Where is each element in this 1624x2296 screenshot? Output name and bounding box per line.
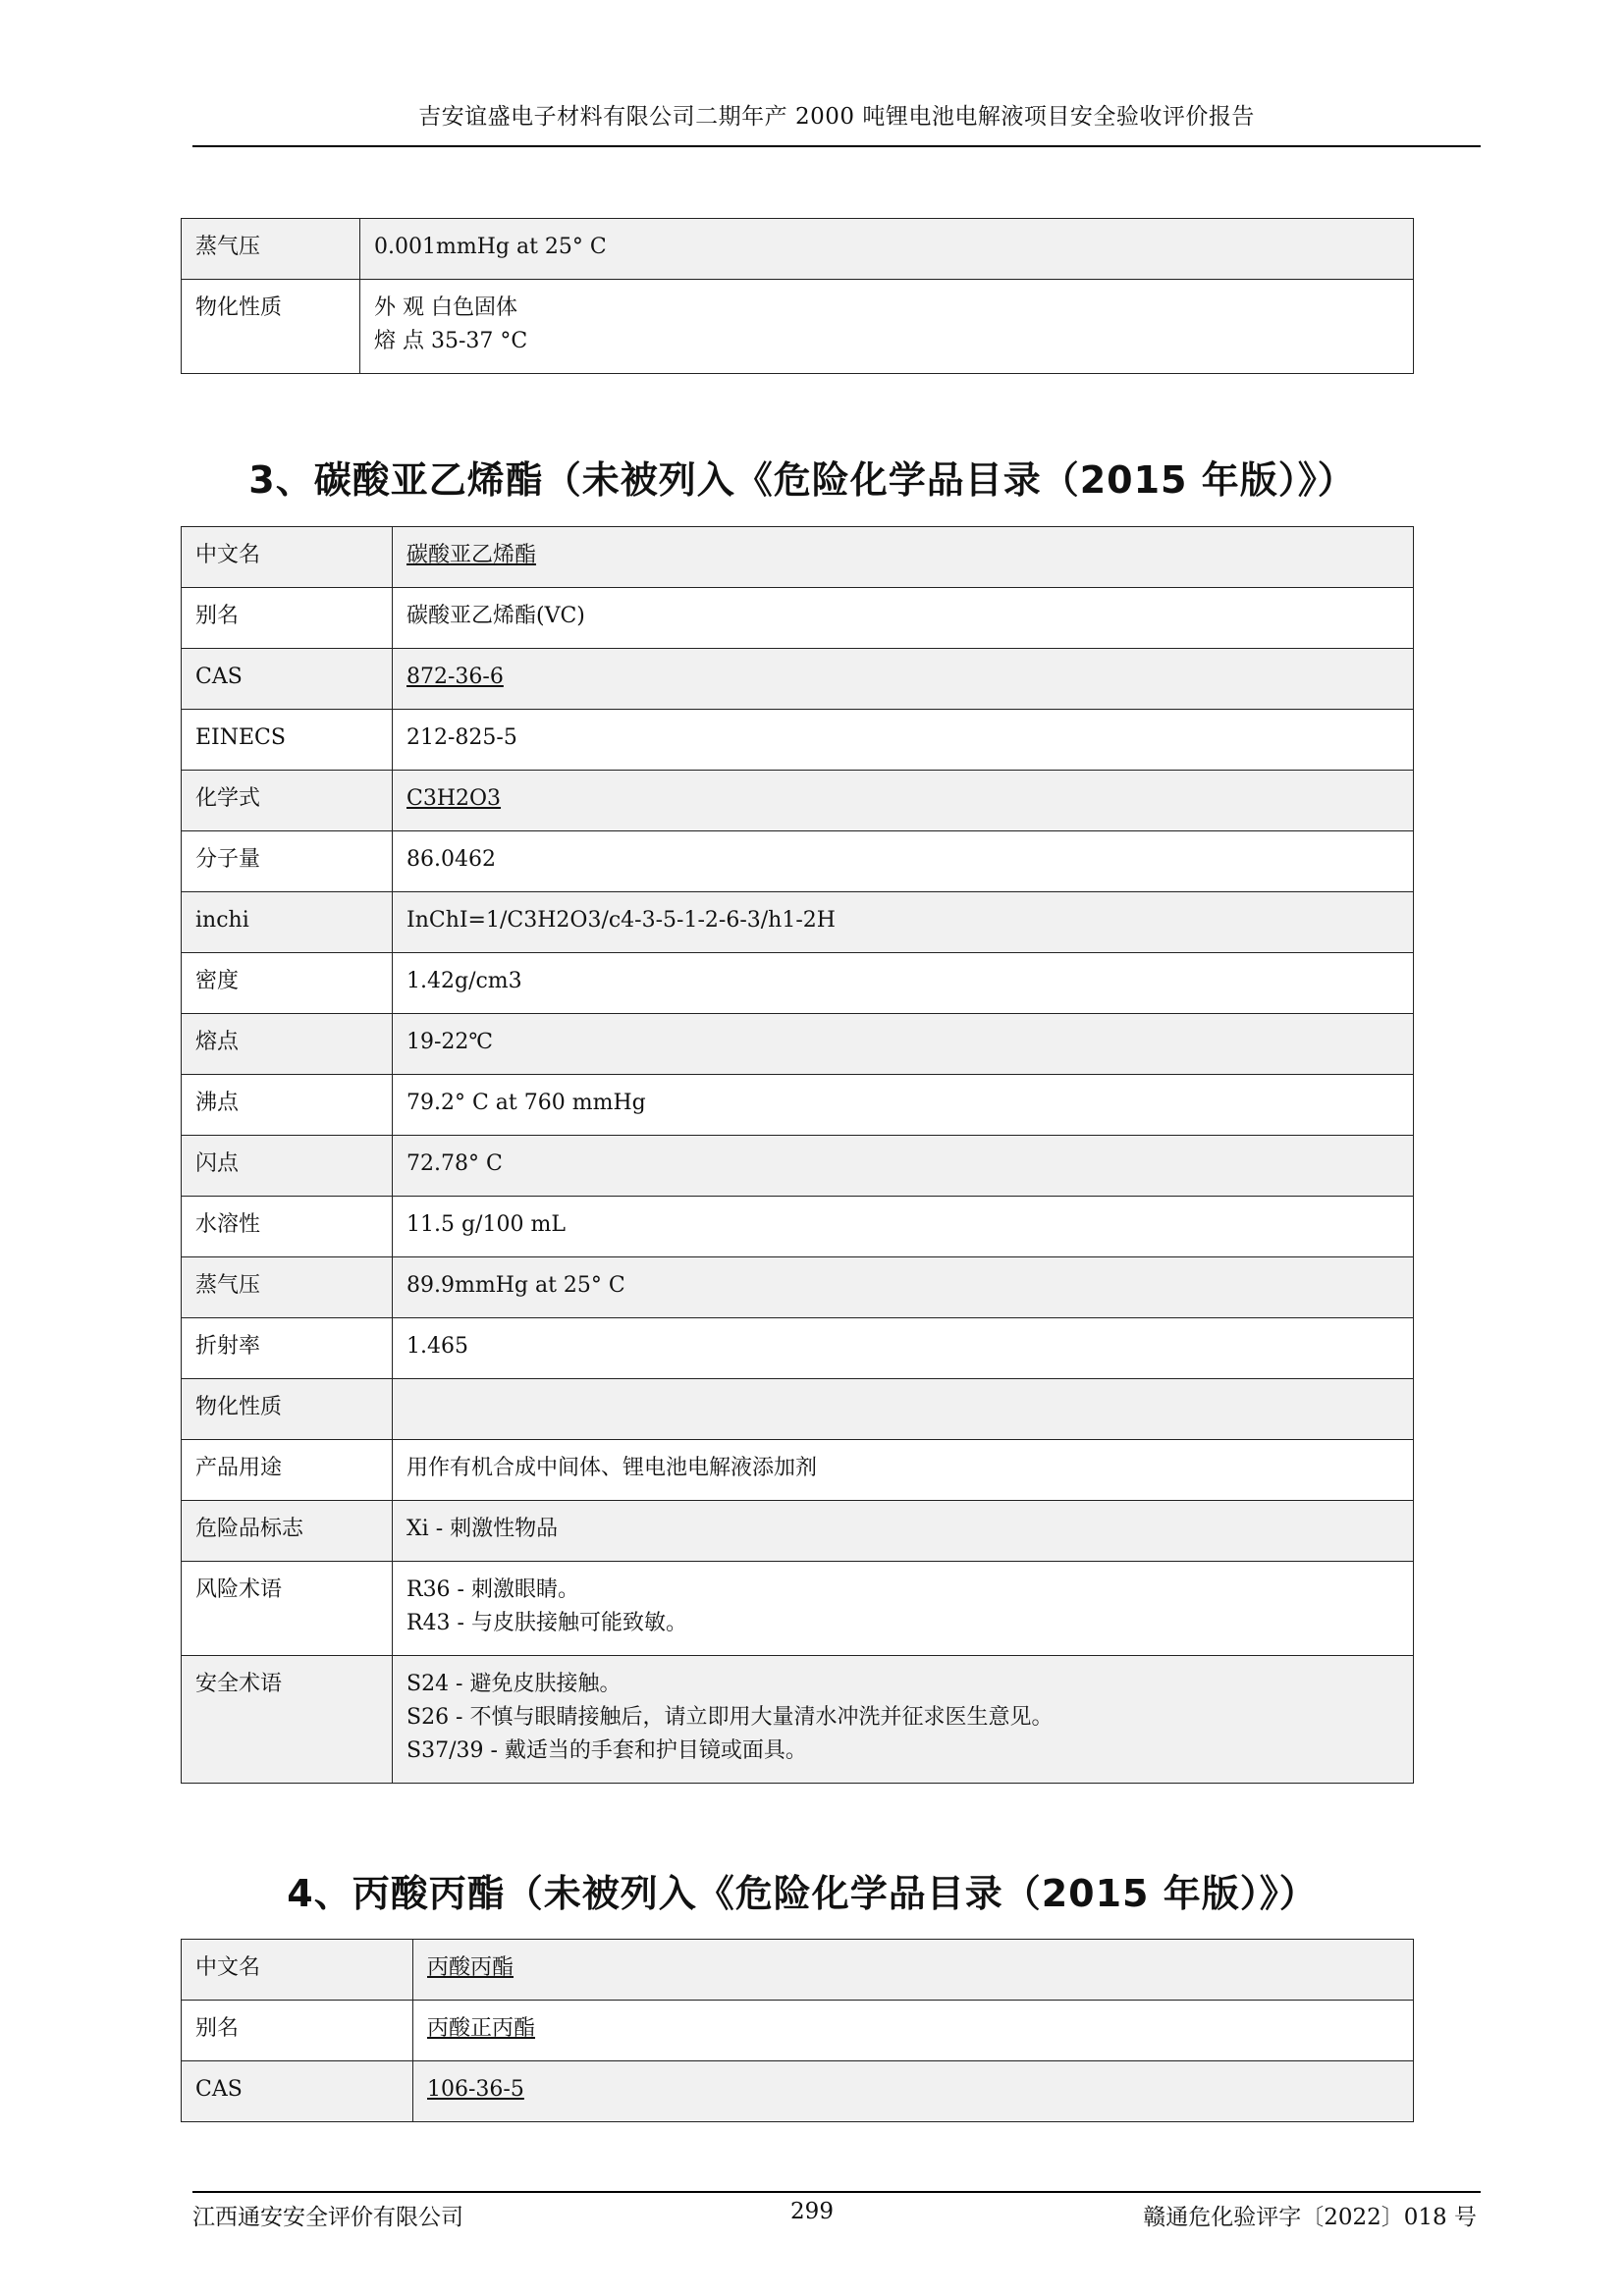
table-row: [182, 1440, 1414, 1501]
property-value-line: 872-36-6: [406, 665, 504, 689]
table-row: [182, 953, 1414, 1014]
table-row: [182, 1318, 1414, 1379]
property-value-line: 212-825-5: [406, 725, 517, 750]
property-value: [393, 1656, 1414, 1784]
property-value-line: 19-22℃: [406, 1030, 494, 1054]
property-value: [413, 2001, 1414, 2061]
property-value-line: R43 - 与皮肤接触可能致敏。: [406, 1611, 687, 1635]
property-value: [393, 1075, 1414, 1136]
property-value: [393, 1501, 1414, 1562]
vinylene-carbonate-table: [181, 526, 1414, 1784]
property-value: [393, 527, 1414, 588]
property-label: 安全术语: [182, 1656, 393, 1784]
property-value-line: 106-36-5: [427, 2077, 524, 2102]
property-label: 危险品标志: [182, 1501, 393, 1562]
property-value-line: 熔 点 35-37 °C: [374, 329, 528, 353]
table-row: [182, 1940, 1414, 2001]
property-label: 分子量: [182, 831, 393, 892]
property-value: [393, 1318, 1414, 1379]
property-label: CAS: [182, 649, 393, 710]
property-value: [360, 219, 1414, 280]
property-value-line: 1.465: [406, 1334, 468, 1359]
header-divider: [192, 145, 1481, 147]
property-value-line: 丙酸丙酯: [427, 1955, 514, 1980]
property-value: [393, 1197, 1414, 1257]
property-value: [393, 1257, 1414, 1318]
property-value-line: 碳酸亚乙烯酯(VC): [406, 604, 585, 628]
property-value: [393, 1562, 1414, 1656]
property-value-line: 11.5 g/100 mL: [406, 1212, 566, 1237]
table-row: [182, 2061, 1414, 2122]
property-label: 风险术语: [182, 1562, 393, 1656]
property-value: [393, 588, 1414, 649]
property-label: 中文名: [182, 1940, 413, 2001]
property-value-line: S26 - 不慎与眼睛接触后，请立即用大量清水冲洗并征求医生意见。: [406, 1705, 1054, 1730]
property-value-line: 丙酸正丙酯: [427, 2016, 536, 2041]
table-row: [182, 219, 1414, 280]
property-label: 密度: [182, 953, 393, 1014]
property-label: 蒸气压: [182, 219, 360, 280]
property-value: [413, 2061, 1414, 2122]
table-row: [182, 2001, 1414, 2061]
page-header-title: 吉安谊盛电子材料有限公司二期年产 2000 吨锂电池电解液项目安全验收评价报告: [418, 104, 1255, 130]
property-value-line: S24 - 避免皮肤接触。: [406, 1672, 622, 1696]
table-row: [182, 1075, 1414, 1136]
property-value-line: 72.78° C: [406, 1151, 503, 1176]
property-value-line: InChI=1/C3H2O3/c4-3-5-1-2-6-3/h1-2H: [406, 908, 836, 933]
property-value-line: R36 - 刺激眼睛。: [406, 1577, 579, 1602]
property-label: 产品用途: [182, 1440, 393, 1501]
table-row: [182, 831, 1414, 892]
footer-divider: [192, 2191, 1481, 2193]
property-label: 中文名: [182, 527, 393, 588]
property-label: 别名: [182, 588, 393, 649]
property-value: [413, 1940, 1414, 2001]
property-value: [393, 649, 1414, 710]
section-4-title: 4、丙酸丙酯（未被列入《危险化学品目录（2015 年版）》）: [287, 1872, 1318, 1915]
property-label: 闪点: [182, 1136, 393, 1197]
footer-company: 江西通安安全评价有限公司: [192, 2205, 463, 2230]
table-row: [182, 1257, 1414, 1318]
table-row: [182, 527, 1414, 588]
property-value-line: 86.0462: [406, 847, 496, 872]
property-label: 水溶性: [182, 1197, 393, 1257]
property-value: [393, 710, 1414, 771]
property-value: [393, 1379, 1414, 1440]
property-value-line: 1.42g/cm3: [406, 969, 522, 993]
page-number: 299: [790, 2199, 834, 2224]
propyl-propionate-table: [181, 1939, 1414, 2122]
table-row: [182, 1562, 1414, 1656]
property-label: EINECS: [182, 710, 393, 771]
property-value: [393, 771, 1414, 831]
property-label: inchi: [182, 892, 393, 953]
property-value-line: 用作有机合成中间体、锂电池电解液添加剂: [406, 1456, 818, 1480]
table-row: [182, 771, 1414, 831]
property-value-line: S37/39 - 戴适当的手套和护目镜或面具。: [406, 1738, 807, 1763]
section-3-title: 3、碳酸亚乙烯酯（未被列入《危险化学品目录（2015 年版）》）: [248, 458, 1356, 502]
table-row: [182, 1197, 1414, 1257]
property-value-line: 碳酸亚乙烯酯: [406, 543, 537, 567]
table-row: [182, 710, 1414, 771]
property-value-line: 0.001mmHg at 25° C: [374, 235, 607, 259]
property-value-line: 外 观 白色固体: [374, 295, 517, 320]
table-row: [182, 649, 1414, 710]
table-row: [182, 1501, 1414, 1562]
property-label: 物化性质: [182, 1379, 393, 1440]
property-label: 折射率: [182, 1318, 393, 1379]
property-value: [393, 1440, 1414, 1501]
table-row: [182, 588, 1414, 649]
table-row: [182, 280, 1414, 374]
property-label: 蒸气压: [182, 1257, 393, 1318]
property-value: [360, 280, 1414, 374]
table-row: [182, 1656, 1414, 1784]
table-row: [182, 1379, 1414, 1440]
property-value-line: C3H2O3: [406, 786, 502, 811]
property-value: [393, 1014, 1414, 1075]
property-label: 化学式: [182, 771, 393, 831]
table-row: [182, 1014, 1414, 1075]
table-row: [182, 1136, 1414, 1197]
property-value: [393, 892, 1414, 953]
table-row: [182, 892, 1414, 953]
property-value-line: 79.2° C at 760 mmHg: [406, 1091, 646, 1115]
property-label: CAS: [182, 2061, 413, 2122]
footer-document-number: 赣通危化验评字〔2022〕018 号: [1143, 2205, 1477, 2230]
property-value-line: Xi - 刺激性物品: [406, 1517, 559, 1541]
property-value: [393, 953, 1414, 1014]
property-label: 沸点: [182, 1075, 393, 1136]
property-label: 物化性质: [182, 280, 360, 374]
property-value-line: 89.9mmHg at 25° C: [406, 1273, 625, 1298]
property-label: 别名: [182, 2001, 413, 2061]
property-value: [393, 1136, 1414, 1197]
property-value: [393, 831, 1414, 892]
property-label: 熔点: [182, 1014, 393, 1075]
properties-table-continued: [181, 218, 1414, 374]
